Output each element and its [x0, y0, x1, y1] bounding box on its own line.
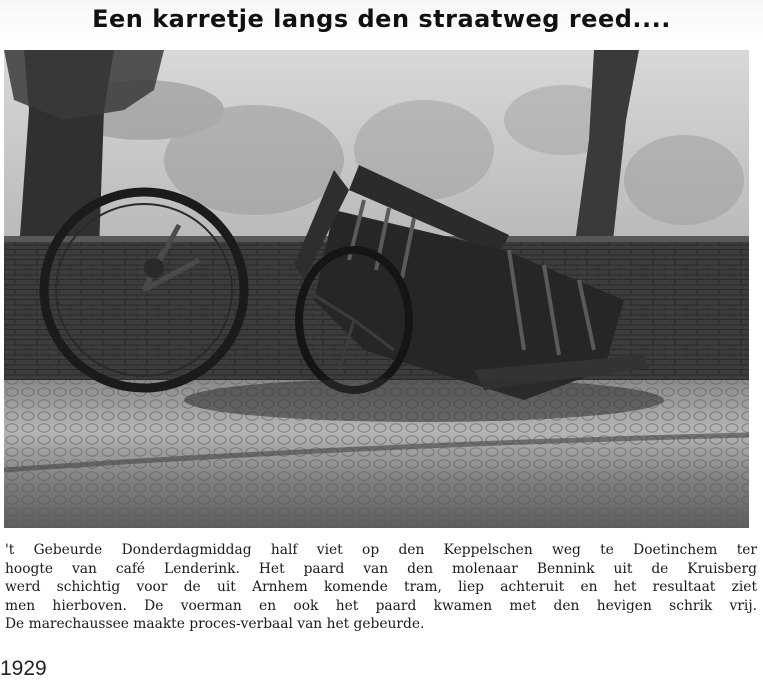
caption-line: De marechaussee maakte proces-verbaal van het gebeurde. [5, 616, 425, 632]
caption-line: werd schichtig voor de uit Arnhem komende tram, liep achteruit en het resultaat ziet [5, 579, 757, 595]
photo-wrecked-cart [4, 50, 749, 528]
year-label: 1929 [0, 657, 47, 680]
caption-line: 't Gebeurde Donderdagmiddag half viet op den Keppelschen weg te Doetinchem ter [5, 542, 757, 558]
caption-line: hoogte van café Lenderink. Het paard van den molenaar Bennink uit de Kruisberg [5, 560, 757, 577]
caption-line: men hierboven. De voerman en ook het paard kwamen met den hevigen schrik vrij. [5, 597, 757, 614]
headline: Een karretje langs den straatweg reed.... [0, 0, 763, 40]
caption [5, 541, 757, 634]
